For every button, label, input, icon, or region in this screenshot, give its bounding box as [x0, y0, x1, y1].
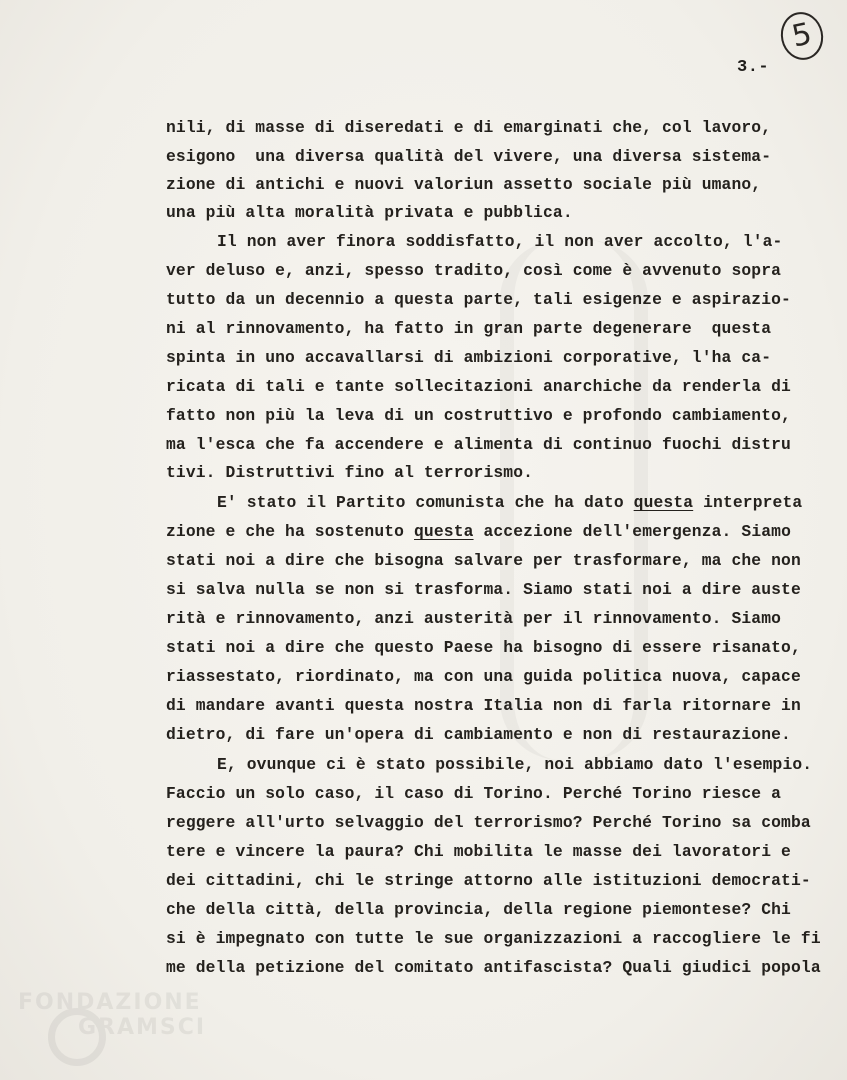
text-line: che della città, della provincia, della regione piemontese? Chi	[166, 900, 791, 919]
text-line: zione di antichi e nuovi valoriun assetto sociale più umano,	[166, 175, 762, 194]
text-line: ricata di tali e tante sollecitazioni anarchiche da renderla di	[166, 377, 791, 396]
text-line: ni al rinnovamento, ha fatto in gran parte degenerare questa	[166, 319, 772, 338]
archive-watermark	[18, 990, 208, 1060]
text-line	[166, 522, 791, 542]
text-line: tivi. Distruttivi fino al terrorismo.	[166, 463, 534, 482]
text-line: esigono una diversa qualità del vivere, una diversa sistema-	[166, 147, 772, 166]
text-line: una più alta moralità privata e pubblica.	[166, 203, 573, 222]
text-line: riassestato, riordinato, ma con una guida politica nuova, capace	[166, 667, 801, 686]
text-line: tutto da un decennio a questa parte, tali esigenze e aspirazio-	[166, 290, 791, 309]
watermark-logo-icon	[48, 1008, 106, 1066]
text-line: spinta in uno accavallarsi di ambizioni corporative, l'ha ca-	[166, 348, 772, 367]
text-line: Il non aver finora soddisfatto, il non aver accolto, l'a-	[217, 232, 783, 251]
text-line: rità e rinnovamento, anzi austerità per il rinnovamento. Siamo	[166, 609, 782, 628]
handwritten-page-number: 5	[776, 8, 827, 64]
text-line: reggere all'urto selvaggio del terrorismo? Perché Torino sa comba	[166, 813, 811, 832]
text-line: E, ovunque ci è stato possibile, noi abbiamo dato l'esempio.	[217, 755, 813, 774]
text-line: tere e vincere la paura? Chi mobilita le masse dei lavoratori e	[166, 842, 791, 861]
watermark-line1: FONDAZIONE	[18, 990, 202, 1015]
text-segment: zione e che ha sostenuto	[166, 522, 415, 541]
text-line: me della petizione del comitato antifascista? Quali giudici popola	[166, 958, 821, 977]
text-segment: accezione dell'emergenza. Siamo	[473, 522, 791, 541]
underlined-word: questa	[633, 493, 694, 512]
typed-page-number: 3.-	[737, 58, 770, 77]
text-line: stati noi a dire che questo Paese ha bisogno di essere risanato,	[166, 638, 801, 657]
text-line: dietro, di fare un'opera di cambiamento e non di restaurazione.	[166, 725, 791, 744]
text-line: Faccio un solo caso, il caso di Torino. Perché Torino riesce a	[166, 784, 782, 803]
text-line: ver deluso e, anzi, spesso tradito, così come è avvenuto sopra	[166, 261, 782, 280]
text-line: si salva nulla se non si trasforma. Siamo stati noi a dire auste	[166, 580, 801, 599]
text-line: ma l'esca che fa accendere e alimenta di continuo fuochi distru	[166, 435, 791, 454]
text-line: stati noi a dire che bisogna salvare per trasformare, ma che non	[166, 551, 801, 570]
text-line	[217, 493, 802, 513]
text-line: si è impegnato con tutte le sue organizzazioni a raccogliere le fi	[166, 929, 821, 948]
text-line: di mandare avanti questa nostra Italia non di farla ritornare in	[166, 696, 801, 715]
watermark-line2: GRAMSCI	[78, 1015, 207, 1040]
underlined-word: questa	[414, 522, 474, 541]
text-segment: E' stato il Partito comunista che ha dato	[217, 493, 634, 512]
text-line: dei cittadini, chi le stringe attorno alle istituzioni democrati-	[166, 871, 811, 890]
text-line: fatto non più la leva di un costruttivo e profondo cambiamento,	[166, 406, 791, 425]
text-segment: interpreta	[693, 493, 803, 512]
text-line: nili, di masse di diseredati e di emarginati che, col lavoro,	[166, 118, 772, 137]
